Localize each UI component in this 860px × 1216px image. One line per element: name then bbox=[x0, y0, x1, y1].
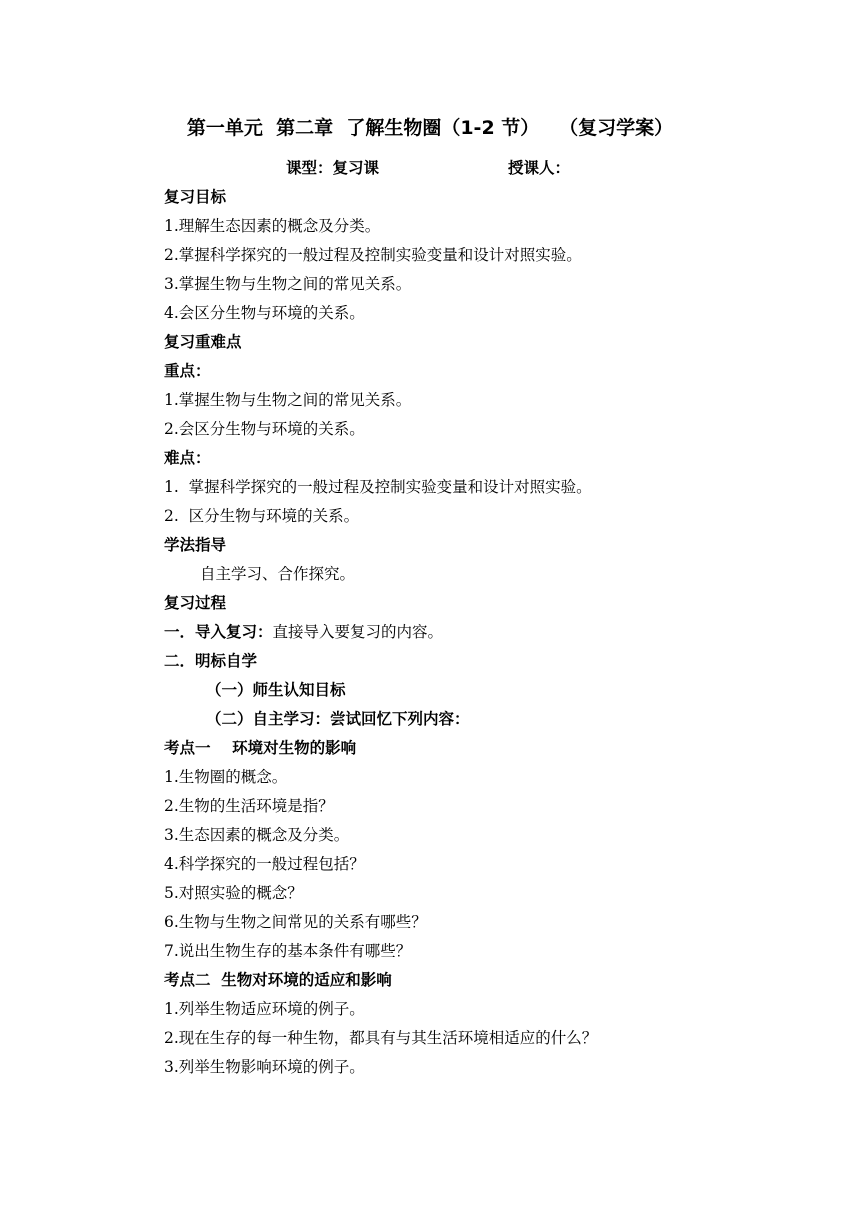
topic-1-item: 5.对照实验的概念？ bbox=[164, 884, 303, 902]
goal-item: 2.掌握科学探究的一般过程及控制实验变量和设计对照实验。 bbox=[164, 246, 582, 264]
lesson-meta bbox=[286, 155, 571, 181]
topic-2-heading: 考点二 生物对环境的适应和影响 bbox=[164, 971, 392, 989]
course-type: 课型：复习课 bbox=[286, 159, 380, 177]
topic-2-item: 1.列举生物适应环境的例子。 bbox=[164, 1000, 365, 1018]
process-step-1-text: 直接导入要复习的内容。 bbox=[272, 623, 444, 641]
topic-1-item: 1.生物圈的概念。 bbox=[164, 768, 288, 786]
topic-2-item: 2.现在生存的每一种生物，都具有与其生活环境相适应的什么？ bbox=[164, 1029, 598, 1047]
focus-item: 1.掌握生物与生物之间的常见关系。 bbox=[164, 391, 412, 409]
topic-2-item: 3.列举生物影响环境的例子。 bbox=[164, 1058, 365, 1076]
topic-1-item: 6.生物与生物之间常见的关系有哪些？ bbox=[164, 913, 427, 931]
method-heading: 学法指导 bbox=[164, 536, 227, 554]
process-sub-2: （二）自主学习：尝试回忆下列内容： bbox=[206, 710, 470, 728]
topic-1-item: 2.生物的生活环境是指？ bbox=[164, 797, 334, 815]
process-step-1 bbox=[164, 618, 724, 647]
process-sub-1: （一）师生认知目标 bbox=[206, 681, 346, 699]
focus-label: 重点： bbox=[164, 362, 211, 380]
topic-1-item: 3.生态因素的概念及分类。 bbox=[164, 826, 350, 844]
page-title: 第一单元 第二章 了解生物圈（1-2 节） （复习学案） bbox=[186, 117, 674, 139]
key-points-heading: 复习重难点 bbox=[164, 333, 242, 351]
method-text: 自主学习、合作探究。 bbox=[200, 565, 356, 583]
difficulty-item: 2. 区分生物与环境的关系。 bbox=[164, 507, 360, 525]
topic-1-heading: 考点一 环境对生物的影响 bbox=[164, 739, 357, 757]
goals-heading: 复习目标 bbox=[164, 188, 227, 206]
goal-item: 1.理解生态因素的概念及分类。 bbox=[164, 217, 381, 235]
process-heading: 复习过程 bbox=[164, 594, 227, 612]
goal-item: 3.掌握生物与生物之间的常见关系。 bbox=[164, 275, 412, 293]
topic-1-item: 4.科学探究的一般过程包括？ bbox=[164, 855, 365, 873]
difficulty-item: 1. 掌握科学探究的一般过程及控制实验变量和设计对照实验。 bbox=[164, 478, 592, 496]
difficulty-label: 难点： bbox=[164, 449, 211, 467]
process-step-1-label: 一．导入复习： bbox=[164, 623, 273, 641]
process-step-2: 二．明标自学 bbox=[164, 652, 258, 670]
focus-item: 2.会区分生物与环境的关系。 bbox=[164, 420, 365, 438]
document-body bbox=[164, 183, 724, 1082]
teacher-label: 授课人： bbox=[508, 159, 571, 177]
topic-1-item: 7.说出生物生存的基本条件有哪些？ bbox=[164, 942, 412, 960]
goal-item: 4.会区分生物与环境的关系。 bbox=[164, 304, 365, 322]
